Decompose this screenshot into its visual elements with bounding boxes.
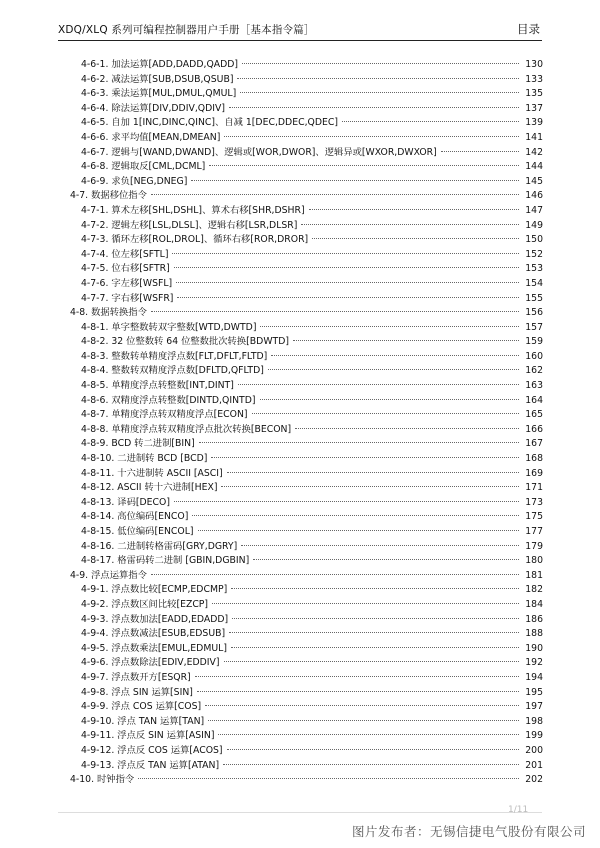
toc-entry-page: 195 bbox=[525, 686, 543, 698]
toc-entry[interactable] bbox=[70, 715, 543, 730]
toc-entry-page: 198 bbox=[525, 715, 543, 727]
toc-dot-leader bbox=[224, 661, 520, 662]
toc-dot-leader bbox=[198, 530, 519, 531]
toc-entry-label: 4-9-6. 浮点数除法[EDIV,EDDIV] bbox=[81, 657, 220, 669]
toc-entry-label: 4-8-7. 单精度浮点转双精度浮点[ECON] bbox=[81, 409, 248, 421]
toc-entry-page: 202 bbox=[525, 774, 543, 786]
toc-entry[interactable] bbox=[70, 437, 543, 452]
page-header bbox=[58, 20, 542, 41]
toc-dot-leader bbox=[172, 253, 519, 254]
toc-entry-page: 201 bbox=[525, 759, 543, 771]
toc-entry-page: 146 bbox=[525, 190, 543, 202]
toc-entry-label: 4-9-9. 浮点 COS 运算[COS] bbox=[81, 701, 202, 713]
toc-entry-page: 200 bbox=[525, 744, 543, 756]
toc-dot-leader bbox=[174, 267, 519, 268]
toc-entry[interactable] bbox=[70, 364, 543, 379]
toc-entry[interactable] bbox=[70, 642, 543, 657]
toc-entry-page: 188 bbox=[525, 628, 543, 640]
toc-entry[interactable] bbox=[70, 204, 543, 219]
publisher-watermark: 图片发布者：无锡信捷电气股份有限公司 bbox=[351, 824, 586, 839]
toc-entry-page: 182 bbox=[525, 584, 543, 596]
toc-dot-leader bbox=[238, 384, 519, 385]
toc-entry-label: 4-6-1. 加法运算[ADD,DADD,QADD] bbox=[81, 59, 239, 70]
toc-entry-label: 4-8. 数据转换指令 bbox=[70, 307, 147, 319]
toc-entry-page: 181 bbox=[525, 569, 543, 581]
toc-entry-label: 4-9-8. 浮点 SIN 运算[SIN] bbox=[81, 686, 193, 698]
toc-entry[interactable] bbox=[70, 554, 543, 569]
toc-entry-page: 163 bbox=[525, 380, 543, 392]
toc-entry-page: 142 bbox=[525, 146, 543, 158]
toc-entry-page: 150 bbox=[525, 234, 543, 246]
toc-entry[interactable] bbox=[70, 189, 543, 204]
toc-entry-page: 169 bbox=[525, 467, 543, 479]
toc-entry-label: 4-8-17. 格雷码转二进制 [GBIN,DGBIN] bbox=[81, 555, 250, 567]
toc-entry-page: 130 bbox=[525, 59, 543, 70]
toc-dot-leader bbox=[241, 545, 519, 546]
toc-entry-label: 4-6-8. 逻辑取反[CML,DCML] bbox=[81, 161, 206, 173]
toc-entry-page: 152 bbox=[525, 248, 543, 260]
toc-dot-leader bbox=[224, 136, 519, 137]
toc-entry[interactable] bbox=[70, 525, 543, 540]
toc-dot-leader bbox=[221, 486, 519, 487]
toc-entry-page: 165 bbox=[525, 409, 543, 421]
toc-dot-leader bbox=[212, 603, 519, 604]
toc-entry-label: 4-7-3. 循环左移[ROL,DROL]、循环右移[ROR,DROR] bbox=[81, 234, 309, 246]
toc-entry-label: 4-9-13. 浮点反 TAN 运算[ATAN] bbox=[81, 759, 220, 771]
toc-dot-leader bbox=[151, 311, 519, 312]
toc-entry[interactable] bbox=[70, 262, 543, 277]
toc-entry[interactable] bbox=[70, 408, 543, 423]
toc-entry-page: 154 bbox=[525, 277, 543, 289]
toc-entry-page: 160 bbox=[525, 350, 543, 362]
toc-dot-leader bbox=[205, 705, 519, 706]
section-title: 目录 bbox=[517, 22, 540, 36]
toc-entry[interactable] bbox=[70, 583, 543, 598]
toc-entry-label: 4-8-14. 高位编码[ENCO] bbox=[81, 511, 189, 523]
toc-dot-leader bbox=[208, 720, 519, 721]
toc-entry-label: 4-9. 浮点运算指令 bbox=[70, 569, 147, 581]
toc-entry-label: 4-6-6. 求平均值[MEAN,DMEAN] bbox=[81, 131, 221, 143]
toc-entry-label: 4-7-5. 位右移[SFTR] bbox=[81, 263, 170, 275]
toc-entry-page: 147 bbox=[525, 204, 543, 216]
table-of-contents bbox=[70, 58, 543, 788]
toc-entry[interactable] bbox=[70, 744, 543, 759]
toc-entry[interactable] bbox=[70, 613, 543, 628]
toc-entry-page: 186 bbox=[525, 613, 543, 625]
toc-dot-leader bbox=[199, 442, 519, 443]
toc-entry[interactable] bbox=[70, 219, 543, 234]
toc-dot-leader bbox=[227, 749, 519, 750]
toc-dot-leader bbox=[237, 78, 519, 79]
toc-entry[interactable] bbox=[70, 423, 543, 438]
toc-entry[interactable] bbox=[70, 627, 543, 642]
toc-entry-page: 175 bbox=[525, 511, 543, 523]
toc-entry-page: 153 bbox=[525, 263, 543, 275]
toc-entry[interactable] bbox=[70, 321, 543, 336]
toc-dot-leader bbox=[231, 647, 519, 648]
toc-entry[interactable] bbox=[70, 510, 543, 525]
toc-entry-label: 4-9-5. 浮点数乘法[EMUL,EDMUL] bbox=[81, 642, 227, 654]
toc-entry-label: 4-8-5. 单精度浮点转整数[INT,DINT] bbox=[81, 380, 234, 392]
toc-entry-page: 162 bbox=[525, 365, 543, 377]
toc-dot-leader bbox=[229, 107, 519, 108]
toc-entry-label: 4-9-10. 浮点 TAN 运算[TAN] bbox=[81, 715, 205, 727]
toc-entry-label: 4-8-13. 译码[DECO] bbox=[81, 496, 170, 508]
toc-dot-leader bbox=[293, 340, 519, 341]
toc-entry[interactable] bbox=[70, 671, 543, 686]
toc-entry-label: 4-8-9. BCD 转二进制[BIN] bbox=[81, 438, 195, 450]
toc-entry-label: 4-6-9. 求负[NEG,DNEG] bbox=[81, 175, 188, 187]
toc-entry-label: 4-8-10. 二进制转 BCD [BCD] bbox=[81, 453, 208, 465]
toc-entry-label: 4-9-2. 浮点数区间比较[EZCP] bbox=[81, 598, 209, 610]
toc-entry[interactable] bbox=[70, 160, 543, 175]
toc-entry[interactable] bbox=[70, 87, 543, 102]
toc-dot-leader bbox=[260, 326, 519, 327]
toc-dot-leader bbox=[223, 764, 519, 765]
toc-entry[interactable] bbox=[70, 102, 543, 117]
toc-entry[interactable] bbox=[70, 598, 543, 613]
toc-entry[interactable] bbox=[70, 452, 543, 467]
toc-entry-label: 4-8-3. 整数转单精度浮点数[FLT,DFLT,FLTD] bbox=[81, 350, 268, 362]
toc-entry[interactable] bbox=[70, 335, 543, 350]
toc-entry-label: 4-8-15. 低位编码[ENCOL] bbox=[81, 526, 194, 537]
toc-dot-leader bbox=[151, 574, 519, 575]
toc-entry-label: 4-7-6. 字左移[WSFL] bbox=[81, 277, 173, 289]
toc-entry[interactable] bbox=[70, 350, 543, 365]
toc-dot-leader bbox=[209, 165, 519, 166]
toc-dot-leader bbox=[151, 194, 519, 195]
toc-dot-leader bbox=[268, 369, 519, 370]
toc-dot-leader bbox=[240, 92, 519, 93]
toc-entry-label: 4-7-1. 算术左移[SHL,DSHL]、算术右移[SHR,DSHR] bbox=[81, 204, 305, 216]
toc-dot-leader bbox=[197, 691, 519, 692]
toc-entry[interactable] bbox=[70, 146, 543, 161]
toc-entry-page: 166 bbox=[525, 423, 543, 435]
toc-dot-leader bbox=[192, 515, 519, 516]
page-number: 1/11 bbox=[508, 805, 529, 815]
toc-entry-label: 4-9-7. 浮点数开方[ESQR] bbox=[81, 671, 191, 683]
toc-entry-label: 4-9-1. 浮点数比较[ECMP,EDCMP] bbox=[81, 584, 228, 596]
toc-entry[interactable] bbox=[70, 379, 543, 394]
toc-entry[interactable] bbox=[70, 481, 543, 496]
toc-entry[interactable] bbox=[70, 656, 543, 671]
toc-dot-leader bbox=[260, 399, 520, 400]
toc-entry[interactable] bbox=[70, 729, 543, 744]
toc-entry[interactable] bbox=[70, 233, 543, 248]
toc-entry[interactable] bbox=[70, 277, 543, 292]
toc-entry[interactable] bbox=[70, 569, 543, 584]
toc-entry-page: 133 bbox=[525, 73, 543, 85]
toc-entry-label: 4-7-4. 位左移[SFTL] bbox=[81, 248, 169, 260]
toc-entry[interactable] bbox=[70, 73, 543, 88]
toc-entry[interactable] bbox=[70, 540, 543, 555]
toc-entry-page: 197 bbox=[525, 701, 543, 713]
toc-entry-label: 4-8-4. 整数转双精度浮点数[DFLTD,QFLTD] bbox=[81, 365, 264, 377]
toc-dot-leader bbox=[295, 428, 519, 429]
toc-entry-label: 4-8-6. 双精度浮点转整数[DINTD,QINTD] bbox=[81, 394, 256, 406]
toc-dot-leader bbox=[312, 238, 519, 239]
toc-entry-page: 159 bbox=[525, 336, 543, 348]
toc-entry-page: 199 bbox=[525, 730, 543, 742]
toc-entry-page: 168 bbox=[525, 453, 543, 465]
toc-entry-page: 180 bbox=[525, 555, 543, 567]
toc-dot-leader bbox=[342, 121, 519, 122]
toc-entry[interactable] bbox=[70, 686, 543, 701]
toc-dot-leader bbox=[232, 618, 519, 619]
toc-entry-page: 194 bbox=[525, 671, 543, 683]
toc-entry[interactable] bbox=[70, 394, 543, 409]
toc-entry[interactable] bbox=[70, 175, 543, 190]
toc-entry[interactable] bbox=[70, 759, 543, 774]
toc-entry[interactable] bbox=[70, 467, 543, 482]
toc-entry-page: 192 bbox=[525, 657, 543, 669]
toc-entry-label: 4-6-2. 减法运算[SUB,DSUB,QSUB] bbox=[81, 73, 234, 85]
toc-entry-label: 4-6-4. 除法运算[DIV,DDIV,QDIV] bbox=[81, 102, 225, 114]
manual-title: XDQ/XLQ 系列可编程控制器用户手册［基本指令篇］ bbox=[58, 24, 315, 36]
toc-entry-page: 164 bbox=[525, 394, 543, 406]
toc-entry-page: 190 bbox=[525, 642, 543, 654]
toc-dot-leader bbox=[174, 501, 519, 502]
toc-dot-leader bbox=[301, 224, 519, 225]
toc-entry-label: 4-9-12. 浮点反 COS 运算[ACOS] bbox=[81, 744, 223, 756]
toc-entry[interactable] bbox=[70, 306, 543, 321]
toc-dot-leader bbox=[309, 209, 519, 210]
toc-dot-leader bbox=[441, 151, 519, 152]
toc-entry-label: 4-8-11. 十六进制转 ASCII [ASCI] bbox=[81, 467, 223, 479]
toc-entry-page: 157 bbox=[525, 321, 543, 333]
toc-entry-label: 4-8-8. 单精度浮点转双精度浮点批次转换[BECON] bbox=[81, 423, 292, 435]
toc-entry-page: 139 bbox=[525, 117, 543, 129]
toc-entry[interactable] bbox=[70, 700, 543, 715]
toc-entry-label: 4-8-16. 二进制转格雷码[GRY,DGRY] bbox=[81, 540, 238, 552]
toc-entry-page: 171 bbox=[525, 482, 543, 494]
toc-dot-leader bbox=[227, 472, 519, 473]
toc-dot-leader bbox=[211, 457, 519, 458]
toc-entry-page: 135 bbox=[525, 88, 543, 100]
toc-entry-label: 4-8-2. 32 位整数转 64 位整数批次转换[BDWTD] bbox=[81, 336, 289, 348]
toc-entry-label: 4-6-5. 自加 1[INC,DINC,QINC]、自减 1[DEC,DDEC,QDEC] bbox=[81, 117, 339, 129]
toc-dot-leader bbox=[176, 282, 519, 283]
toc-dot-leader bbox=[191, 180, 519, 181]
toc-entry[interactable] bbox=[70, 292, 543, 307]
toc-entry-label: 4-8-12. ASCII 转十六进制[HEX] bbox=[81, 482, 218, 494]
toc-entry-page: 137 bbox=[525, 102, 543, 114]
toc-entry-label: 4-6-3. 乘法运算[MUL,DMUL,QMUL] bbox=[81, 88, 237, 100]
toc-entry[interactable] bbox=[70, 131, 543, 146]
toc-entry-page: 167 bbox=[525, 438, 543, 450]
toc-dot-leader bbox=[218, 734, 519, 735]
toc-dot-leader bbox=[252, 413, 519, 414]
toc-entry-page: 149 bbox=[525, 219, 543, 231]
toc-entry-page: 141 bbox=[525, 131, 543, 143]
toc-entry-page: 155 bbox=[525, 292, 543, 304]
toc-entry[interactable] bbox=[70, 58, 543, 73]
toc-entry[interactable] bbox=[70, 773, 543, 788]
toc-dot-leader bbox=[231, 588, 519, 589]
toc-entry-label: 4-8-1. 单字整数转双字整数[WTD,DWTD] bbox=[81, 321, 257, 333]
toc-dot-leader bbox=[138, 778, 519, 779]
toc-dot-leader bbox=[253, 559, 519, 560]
toc-entry-label: 4-7-7. 字右移[WSFR] bbox=[81, 292, 174, 304]
toc-entry-page: 173 bbox=[525, 496, 543, 508]
toc-entry-label: 4-10. 时钟指令 bbox=[70, 774, 135, 786]
toc-entry-page: 145 bbox=[525, 175, 543, 187]
toc-entry[interactable] bbox=[70, 116, 543, 131]
toc-dot-leader bbox=[242, 63, 519, 64]
footer-divider bbox=[58, 812, 542, 813]
toc-dot-leader bbox=[177, 297, 519, 298]
toc-entry-label: 4-9-3. 浮点数加法[EADD,EDADD] bbox=[81, 613, 229, 625]
toc-entry-page: 184 bbox=[525, 598, 543, 610]
toc-entry-label: 4-6-7. 逻辑与[WAND,DWAND]、逻辑或[WOR,DWOR]、逻辑异或[WXOR,DWXOR] bbox=[81, 146, 437, 158]
toc-entry-page: 144 bbox=[525, 161, 543, 173]
toc-entry-page: 179 bbox=[525, 540, 543, 552]
toc-entry-label: 4-7-2. 逻辑左移[LSL,DLSL]、逻辑右移[LSR,DLSR] bbox=[81, 219, 298, 231]
toc-entry-page: 156 bbox=[525, 307, 543, 319]
toc-entry-label: 4-9-4. 浮点数减法[ESUB,EDSUB] bbox=[81, 628, 226, 640]
toc-dot-leader bbox=[271, 355, 519, 356]
toc-entry-page: 177 bbox=[525, 526, 543, 537]
toc-dot-leader bbox=[195, 676, 519, 677]
toc-entry-label: 4-7. 数据移位指令 bbox=[70, 190, 147, 202]
toc-entry[interactable] bbox=[70, 248, 543, 263]
toc-entry-label: 4-9-11. 浮点反 SIN 运算[ASIN] bbox=[81, 730, 215, 742]
toc-dot-leader bbox=[229, 632, 519, 633]
toc-entry[interactable] bbox=[70, 496, 543, 511]
